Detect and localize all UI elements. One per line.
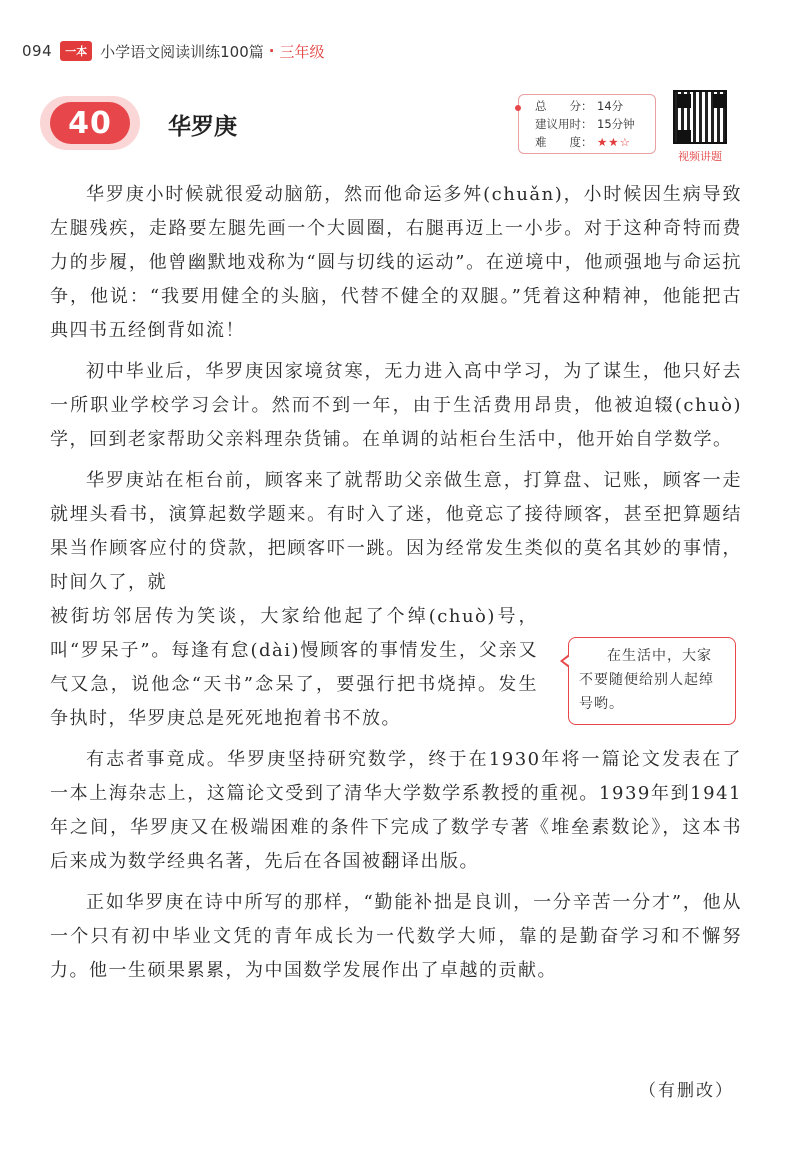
suggested-time-label: 建议用时： bbox=[535, 117, 593, 131]
page-number: 094 bbox=[22, 42, 53, 60]
total-score-label: 总 分： bbox=[535, 99, 593, 113]
page-header bbox=[22, 40, 325, 62]
book-title: 小学语文阅读训练100篇 bbox=[100, 42, 264, 61]
article-paragraph: 初中毕业后，华罗庚因家境贫寒，无力进入高中学习，为了谋生，他只好去一所职业学校学习会计。然而不到一年，由于生活费用昂贵，他被迫辍(chuò)学，回到老家帮助父亲料理杂货铺。在单调的站柜台生活中，他开始自学数学。 bbox=[50, 361, 742, 450]
lesson-number-badge bbox=[40, 96, 140, 150]
tip-callout: 在生活中，大家不要随便给别人起绰号哟。 bbox=[568, 637, 736, 725]
total-score-value: 14分 bbox=[597, 99, 624, 113]
difficulty-row bbox=[535, 133, 655, 151]
article-paragraph: 华罗庚站在柜台前，顾客来了就帮助父亲做生意，打算盘、记账，顾客一走就埋头看书，演算起数学题来。有时入了迷，他竟忘了接待顾客，甚至把算题结果当作顾客应付的贷款，把顾客吓一跳。因为经常发生类似的莫名其妙的事情，时间久了，就 bbox=[50, 470, 742, 593]
brand-logo: 一本 bbox=[60, 41, 92, 61]
suggested-time-value: 15分钟 bbox=[597, 117, 635, 131]
qr-code-icon[interactable] bbox=[673, 90, 727, 144]
header-separator: · bbox=[268, 42, 275, 60]
difficulty-stars-icon: ★★☆ bbox=[597, 135, 631, 149]
difficulty-label: 难 度： bbox=[535, 135, 593, 149]
article-paragraph: 华罗庚小时候就很爱动脑筋，然而他命运多舛(chuǎn)，小时候因生病导致左腿残疾，走路要左腿先画一个大圆圈，右腿再迈上一小步。对于这种奇特而费力的步履，他曾幽默地戏称为“圆与切线的运动”。在逆境中，他顽强地与命运抗争，他说：“我要用健全的头脑，代替不健全的双腿。”凭着这种精神，他能把古典四书五经倒背如流！ bbox=[50, 184, 742, 341]
qr-label: 视频讲题 bbox=[678, 150, 722, 163]
lesson-info-card bbox=[518, 94, 656, 154]
video-explanation-qr[interactable] bbox=[670, 90, 730, 168]
article-paragraph: 正如华罗庚在诗中所写的那样，“勤能补拙是良训，一分辛苦一分才”，他从一个只有初中毕业文凭的青年成长为一代数学大师，靠的是勤奋学习和不懈努力。他一生硕果累累，为中国数学发展作出了卓越的贡献。 bbox=[50, 892, 742, 981]
total-score-row bbox=[535, 97, 655, 115]
grade-label: 三年级 bbox=[279, 42, 325, 61]
source-note: （有删改） bbox=[639, 1081, 734, 1101]
lesson-title: 华罗庚 bbox=[168, 114, 237, 140]
article-body bbox=[50, 178, 742, 995]
article-paragraph: 有志者事竟成。华罗庚坚持研究数学，终于在1930年将一篇论文发表在了一本上海杂志上，这篇论文受到了清华大学数学系教授的重视。1939年到1941年之间，华罗庚又在极端困难的条件下完成了数学专著《堆垒素数论》，这本书后来成为数学经典名著，先后在各国被翻译出版。 bbox=[50, 749, 742, 872]
lesson-number: 40 bbox=[68, 105, 112, 141]
article-paragraph: 被街坊邻居传为笑谈，大家给他起了个绰(chuò)号，叫“罗呆子”。每逢有怠(dài)慢顾客的事情发生，父亲又气又急，说他念“天书”念呆了，要强行把书烧掉。发生争执时，华罗庚总是死死地抱着书不放。 bbox=[50, 606, 538, 729]
suggested-time-row bbox=[535, 115, 655, 133]
